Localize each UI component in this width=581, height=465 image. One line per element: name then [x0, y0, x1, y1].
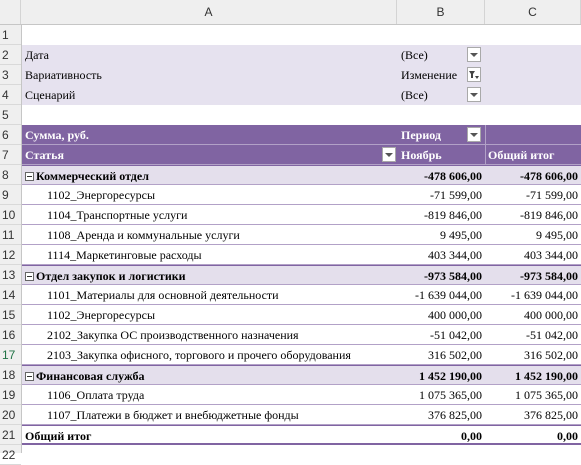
- grand-total-row: [22, 425, 581, 445]
- item-month-value[interactable]: 403 344,00: [428, 248, 482, 262]
- row-number[interactable]: 4: [0, 85, 21, 105]
- row-number[interactable]: 11: [0, 225, 21, 245]
- column-header-c[interactable]: C: [485, 0, 581, 24]
- collapse-minus-icon[interactable]: [25, 172, 34, 181]
- month-column-header: Ноябрь: [401, 148, 442, 162]
- item-month-value[interactable]: 9 495,00: [440, 228, 482, 242]
- filter-label: Дата: [25, 48, 49, 62]
- row-number[interactable]: 7: [0, 145, 21, 165]
- row-number[interactable]: 10: [0, 205, 21, 225]
- row-number[interactable]: 16: [0, 325, 21, 345]
- item-total-value[interactable]: 316 502,00: [524, 348, 578, 362]
- group-name: Коммерческий отдел: [36, 169, 149, 183]
- item-row: [22, 385, 581, 405]
- dropdown-arrow-icon[interactable]: [467, 87, 481, 102]
- item-total-value[interactable]: -1 639 044,00: [511, 288, 578, 302]
- item-label-cell[interactable]: 2102_Закупка ОС производственного назначения: [47, 328, 299, 342]
- grand-total-column-header: Общий итог: [485, 145, 581, 165]
- empty-row: [22, 105, 581, 125]
- row-number[interactable]: 15: [0, 305, 21, 325]
- item-total-value[interactable]: -71 599,00: [526, 188, 578, 202]
- row-number[interactable]: 6: [0, 125, 21, 145]
- item-total-value[interactable]: 403 344,00: [524, 248, 578, 262]
- column-header-a[interactable]: A: [21, 0, 397, 24]
- group-label-cell[interactable]: [22, 366, 397, 386]
- dropdown-arrow-icon[interactable]: [382, 147, 396, 162]
- group-total-value[interactable]: 1 452 190,00: [515, 369, 578, 383]
- item-month-value[interactable]: 1 075 365,00: [419, 388, 482, 402]
- grand-total-label[interactable]: Общий итог: [25, 429, 92, 443]
- row-header-bar: [0, 25, 22, 462]
- pivot-column-labels-row: [22, 145, 581, 165]
- pivot-table-grid: [22, 25, 581, 445]
- row-number[interactable]: 9: [0, 185, 21, 205]
- column-header-bar: [0, 0, 581, 25]
- group-name: Отдел закупок и логистики: [36, 269, 186, 283]
- group-month-value[interactable]: -973 584,00: [424, 269, 482, 283]
- item-label-cell[interactable]: 1104_Транспортные услуги: [47, 208, 188, 222]
- group-month-value[interactable]: -478 606,00: [424, 169, 482, 183]
- item-total-value[interactable]: -819 846,00: [520, 208, 578, 222]
- item-row: [22, 285, 581, 305]
- group-row: [22, 365, 581, 385]
- item-label-cell[interactable]: 1101_Материалы для основной деятельности: [47, 288, 279, 302]
- row-number[interactable]: 21: [0, 425, 21, 445]
- item-label-cell[interactable]: 1107_Платежи в бюджет и внебюджетные фонды: [47, 408, 299, 422]
- group-row: [22, 165, 581, 185]
- row-number[interactable]: 20: [0, 405, 21, 425]
- row-number[interactable]: 12: [0, 245, 21, 265]
- dropdown-arrow-icon[interactable]: [467, 127, 481, 142]
- group-total-value[interactable]: -973 584,00: [520, 269, 578, 283]
- value-field-label: Сумма, руб.: [25, 128, 89, 142]
- filter-icon[interactable]: [467, 67, 481, 82]
- row-number[interactable]: 3: [0, 65, 21, 85]
- grand-total-value[interactable]: 0,00: [557, 429, 578, 443]
- row-number[interactable]: 22: [0, 445, 21, 465]
- item-label-cell[interactable]: 1102_Энергоресурсы: [47, 188, 156, 202]
- item-row: [22, 405, 581, 425]
- item-label-cell[interactable]: 2103_Закупка офисного, торгового и прочего оборудования: [47, 348, 351, 362]
- filter-value[interactable]: (Все): [401, 48, 428, 62]
- row-number[interactable]: 5: [0, 105, 21, 125]
- row-number[interactable]: 14: [0, 285, 21, 305]
- row-number[interactable]: 19: [0, 385, 21, 405]
- item-total-value[interactable]: 376 825,00: [524, 408, 578, 422]
- dropdown-arrow-icon[interactable]: [467, 47, 481, 62]
- item-row: [22, 325, 581, 345]
- item-month-value[interactable]: -1 639 044,00: [415, 288, 482, 302]
- row-number[interactable]: 18: [0, 365, 21, 385]
- item-month-value[interactable]: 400 000,00: [428, 308, 482, 322]
- select-all-corner[interactable]: [0, 0, 21, 24]
- item-row: [22, 185, 581, 205]
- item-row: [22, 245, 581, 265]
- filter-value[interactable]: Изменение: [401, 68, 458, 82]
- item-month-value[interactable]: 376 825,00: [428, 408, 482, 422]
- grand-total-month-value[interactable]: 0,00: [461, 429, 482, 443]
- item-total-value[interactable]: 400 000,00: [524, 308, 578, 322]
- row-number[interactable]: 1: [0, 25, 21, 45]
- item-label-cell[interactable]: 1108_Аренда и коммунальные услуги: [47, 228, 240, 242]
- item-total-value[interactable]: 1 075 365,00: [515, 388, 578, 402]
- item-month-value[interactable]: -71 599,00: [430, 188, 482, 202]
- row-field-label: Статья: [25, 148, 64, 162]
- item-month-value[interactable]: -819 846,00: [424, 208, 482, 222]
- item-row: [22, 345, 581, 365]
- group-label-cell[interactable]: [22, 166, 397, 186]
- group-row: [22, 265, 581, 285]
- row-number[interactable]: 2: [0, 45, 21, 65]
- row-number[interactable]: 17: [0, 345, 21, 365]
- item-total-value[interactable]: -51 042,00: [526, 328, 578, 342]
- column-field-label: Период: [401, 128, 441, 142]
- item-row: [22, 225, 581, 245]
- pivot-header-row: [22, 125, 581, 145]
- empty-row: [22, 25, 581, 45]
- item-row: [22, 205, 581, 225]
- collapse-minus-icon[interactable]: [25, 272, 34, 281]
- filter-value[interactable]: (Все): [401, 88, 428, 102]
- item-total-value[interactable]: 9 495,00: [536, 228, 578, 242]
- item-label-cell[interactable]: 1114_Маркетинговые расходы: [47, 248, 202, 262]
- column-header-b[interactable]: B: [397, 0, 485, 24]
- filter-row-date: [22, 45, 581, 65]
- filter-label: Сценарий: [25, 88, 76, 102]
- blank-header-cell: [485, 125, 581, 145]
- item-month-value[interactable]: 316 502,00: [428, 348, 482, 362]
- filter-row-variability: [22, 65, 581, 85]
- group-label-cell[interactable]: [22, 266, 397, 286]
- item-label-cell[interactable]: 1106_Оплата труда: [47, 388, 145, 402]
- row-number[interactable]: 13: [0, 265, 21, 285]
- group-total-value[interactable]: -478 606,00: [520, 169, 578, 183]
- collapse-minus-icon[interactable]: [25, 372, 34, 381]
- item-row: [22, 305, 581, 325]
- filter-row-scenario: [22, 85, 581, 105]
- item-label-cell[interactable]: 1102_Энергоресурсы: [47, 308, 156, 322]
- item-month-value[interactable]: -51 042,00: [430, 328, 482, 342]
- group-month-value[interactable]: 1 452 190,00: [419, 369, 482, 383]
- row-number[interactable]: 8: [0, 165, 21, 185]
- filter-label: Вариативность: [25, 68, 102, 82]
- group-name: Финансовая служба: [36, 369, 145, 383]
